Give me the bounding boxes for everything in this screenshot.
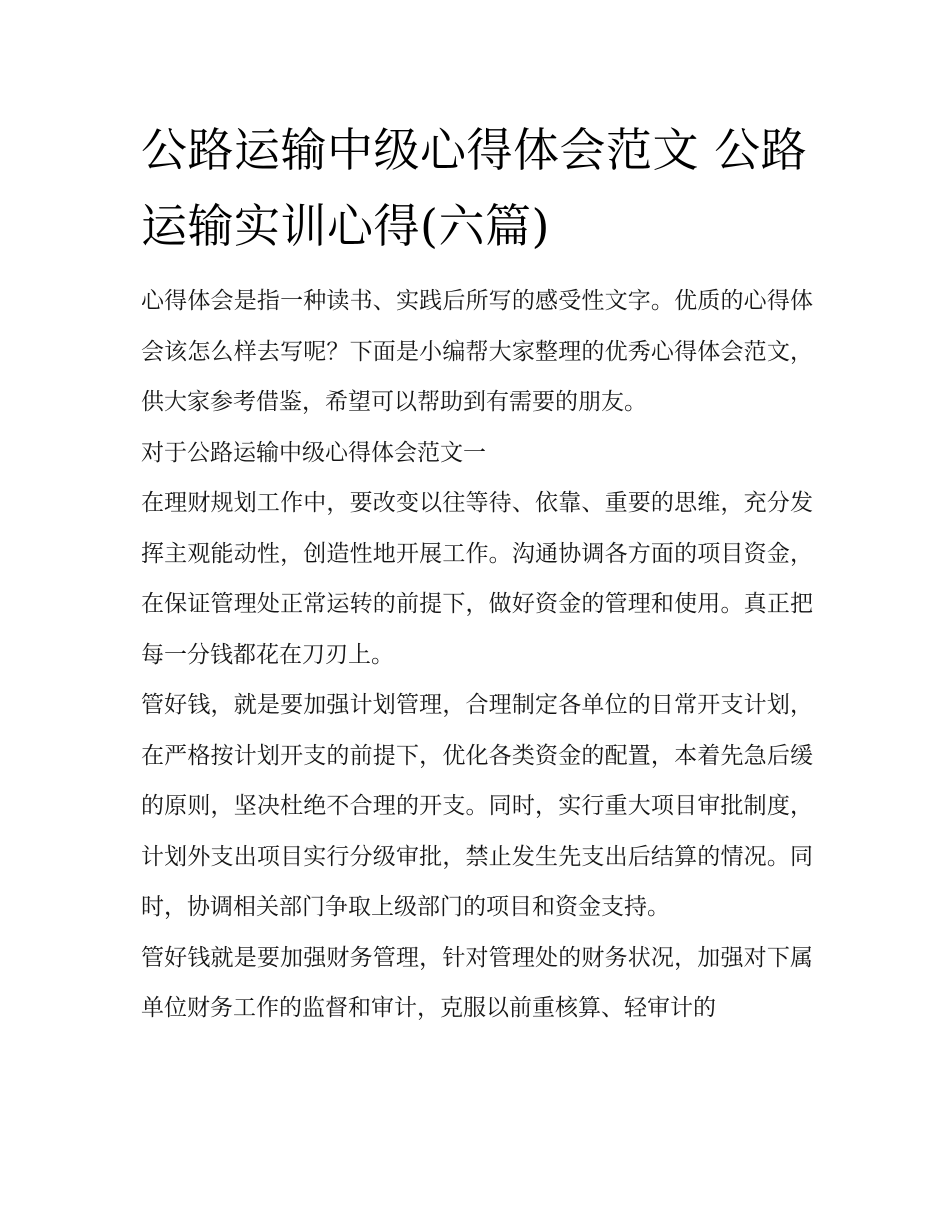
- document-body: [141, 276, 813, 1034]
- intro-paragraph: 心得体会是指一种读书、实践后所写的感受性文字。优质的心得体会该怎么样去写呢？下面是小编帮大家整理的优秀心得体会范文，供大家参考借鉴，希望可以帮助到有需要的朋友。: [141, 288, 813, 415]
- body-paragraph: 管好钱就是要加强财务管理，针对管理处的财务状况，加强对下属单位财务工作的监督和审计，克服以前重核算、轻审计的: [141, 944, 813, 1021]
- section-heading: 对于公路运输中级心得体会范文一: [141, 439, 486, 466]
- body-paragraph: 在理财规划工作中，要改变以往等待、依靠、重要的思维，充分发挥主观能动性，创造性地开展工作。沟通协调各方面的项目资金，在保证管理处正常运转的前提下，做好资金的管理和使用。真正把每一分钱都花在刀刃上。: [141, 490, 813, 668]
- body-paragraph: 管好钱，就是要加强计划管理，合理制定各单位的日常开支计划，在严格按计划开支的前提下，优化各类资金的配置，本着先急后缓的原则，坚决杜绝不合理的开支。同时，实行重大项目审批制度，计划外支出项目实行分级审批，禁止发生先支出后结算的情况。同时，协调相关部门争取上级部门的项目和资金支持。: [141, 692, 813, 920]
- document-page: [141, 112, 813, 1034]
- document-title: 公路运输中级心得体会范文 公路运输实训心得(六篇): [141, 123, 808, 253]
